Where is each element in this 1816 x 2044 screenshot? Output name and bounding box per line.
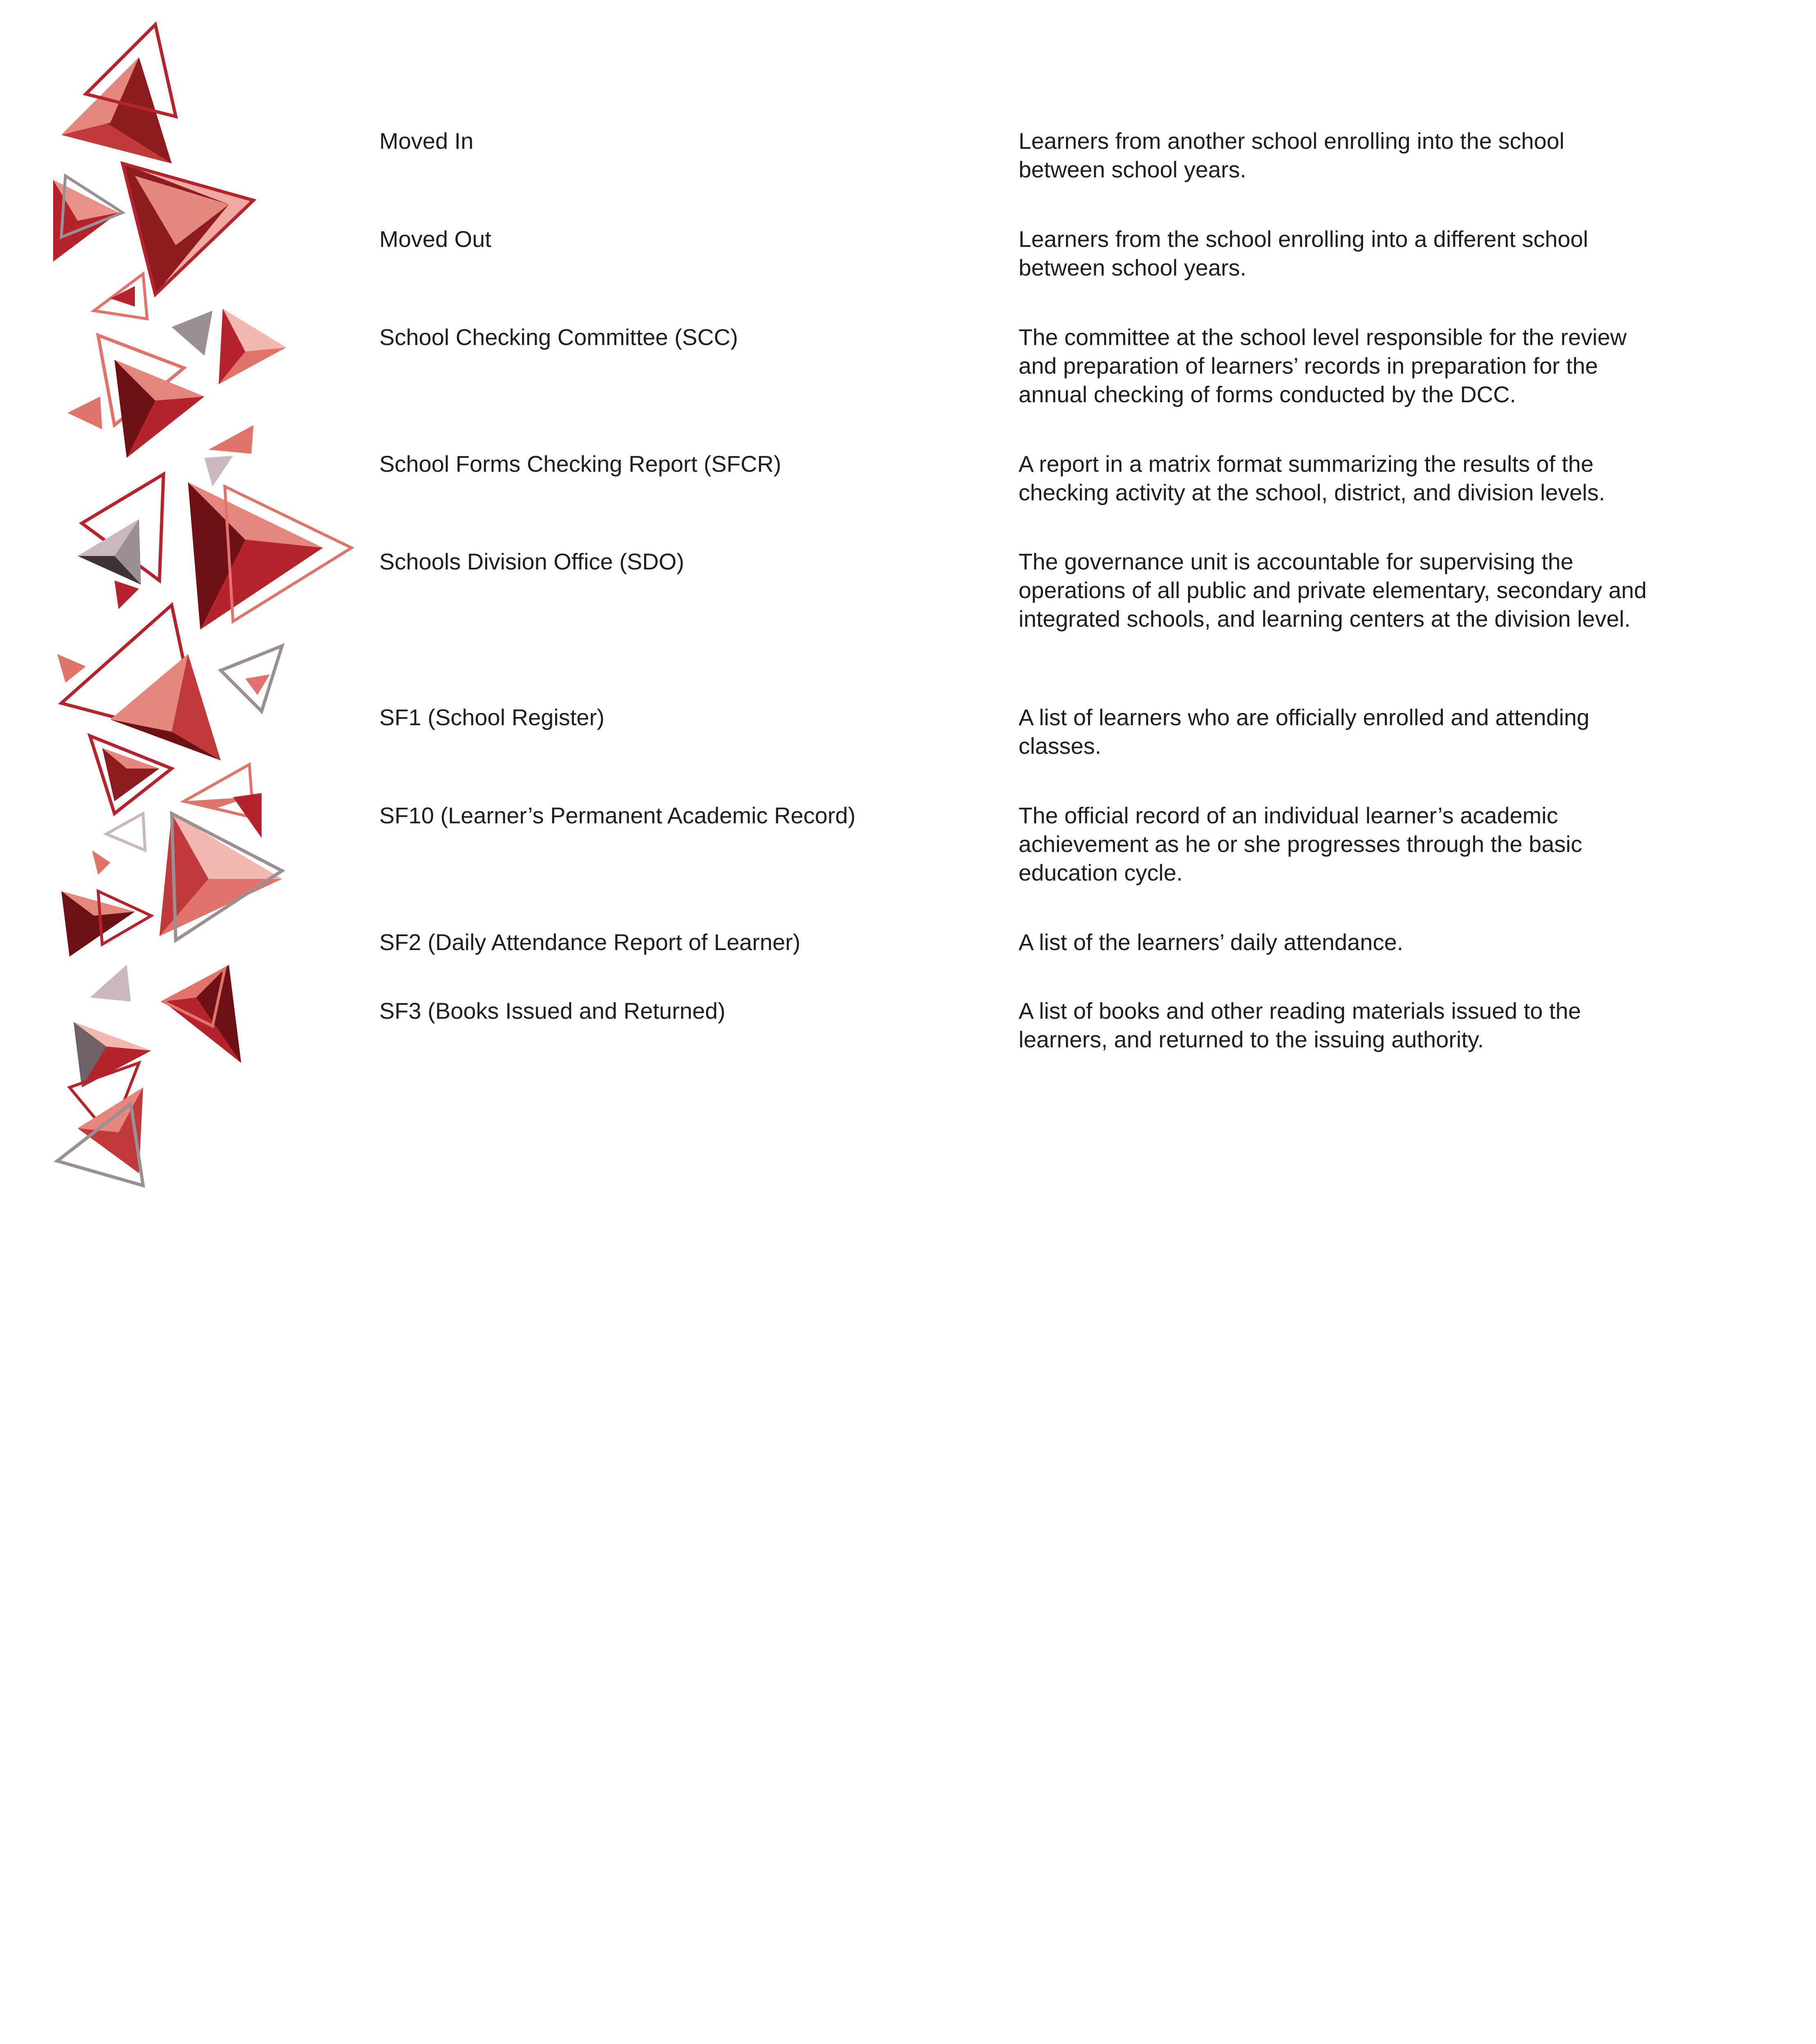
glossary-term: SF1 (School Register)	[379, 704, 605, 730]
glossary-definition: A list of books and other reading materials issued to the learners, and returned to the issuing authority.	[1019, 998, 1581, 1052]
glossary-term: SF2 (Daily Attendance Report of Learner)	[379, 929, 801, 955]
glossary-term: Moved In	[379, 128, 474, 154]
glossary-definition: The official record of an individual learner’s academic achievement as he or she progresses through the basic education cycle.	[1019, 802, 1583, 885]
glossary-definition: The committee at the school level responsible for the review and preparation of learners’ records in preparation for the annual checking of forms conducted by the DCC.	[1019, 324, 1627, 407]
glossary-term: SF3 (Books Issued and Returned)	[379, 998, 726, 1024]
glossary-definition: A report in a matrix format summarizing the results of the checking activity at the school, district, and division levels.	[1019, 451, 1605, 505]
glossary-definition: Learners from the school enrolling into a different school between school years.	[1019, 226, 1588, 280]
glossary-definition: The governance unit is accountable for supervising the operations of all public and private elementary, secondary and integrated schools, and learning centers at the division level.	[1019, 549, 1647, 632]
page-footer	[0, 1186, 1816, 1267]
glossary-term: School Forms Checking Report (SFCR)	[379, 451, 781, 477]
glossary-term: SF10 (Learner’s Permanent Academic Record)	[379, 802, 856, 828]
glossary-term: Moved Out	[379, 226, 491, 252]
glossary-term: Schools Division Office (SDO)	[379, 549, 684, 574]
glossary-term: School Checking Committee (SCC)	[379, 324, 738, 350]
glossary-definition: A list of learners who are officially enrolled and attending classes.	[1019, 704, 1590, 759]
glossary-definition: A list of the learners’ daily attendance.	[1019, 929, 1404, 955]
glossary-definition: Learners from another school enrolling into the school between school years.	[1019, 128, 1565, 182]
